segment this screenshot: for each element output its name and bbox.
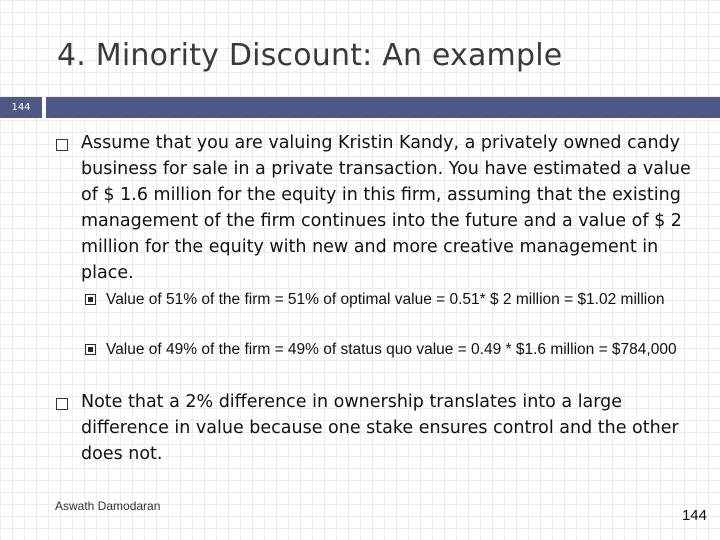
sub-bullet-majority-value: Value of 51% of the firm = 51% of optimal value = 0.51* $ 2 million = $1.02 million bbox=[106, 291, 665, 308]
filled-square-bullet-icon bbox=[85, 344, 96, 355]
bullet-assumption-text: Assume that you are valuing Kristin Kandy, a privately owned candy business for sale in a private transaction. You have estimated a value of $ 1.6 million for the equity in this firm, assuming that the existing management of the firm continues into the future and a value of $ 2 million for the equity with new and more creative management in place. bbox=[81, 133, 691, 283]
hollow-square-bullet-icon bbox=[56, 139, 68, 151]
hollow-square-bullet-icon bbox=[56, 398, 68, 410]
title-divider-bar bbox=[46, 97, 720, 118]
footer-author: Aswath Damodaran bbox=[55, 499, 161, 513]
slide-title: 4. Minority Discount: An example bbox=[57, 38, 563, 73]
filled-square-bullet-icon bbox=[85, 294, 96, 305]
page-number: 144 bbox=[681, 507, 707, 524]
sub-bullet-minority-value: Value of 49% of the firm = 49% of status quo value = 0.49 * $1.6 million = $784,000 bbox=[106, 341, 677, 358]
bullet-note-text: Note that a 2% difference in ownership translates into a large difference in value because one stake ensures control and the other does not. bbox=[81, 392, 679, 464]
slide-number-tab: 144 bbox=[0, 97, 42, 118]
